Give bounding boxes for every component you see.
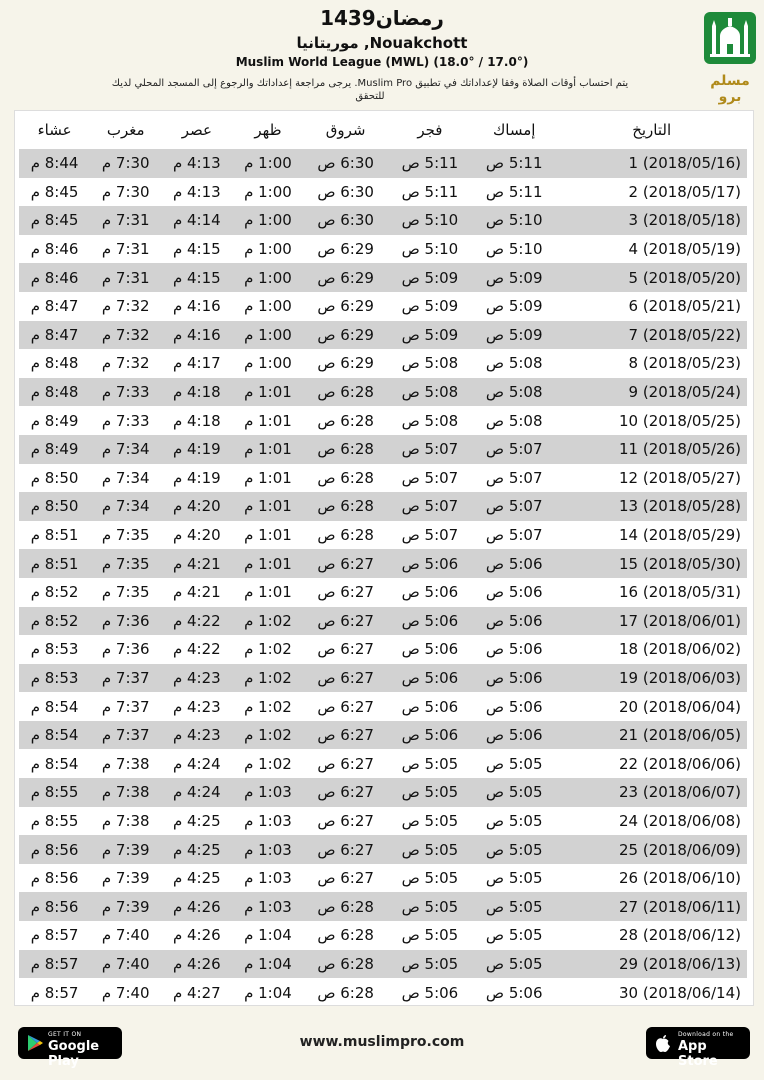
time-cell: 4:27 م: [172, 983, 221, 1002]
time-cell: 8:54 م: [30, 697, 79, 716]
time-cell: 4:17 م: [172, 354, 221, 373]
time-cell: 8:57 م: [19, 950, 90, 979]
time-cell: 5:05 ص: [401, 926, 459, 945]
time-cell: 5:05 ص: [485, 754, 543, 773]
time-cell: 5:06 ص: [485, 697, 543, 716]
column-header: فجر: [417, 121, 443, 139]
time-cell: 8:47 م: [30, 297, 79, 316]
column-header: عصر: [181, 121, 212, 139]
date-cell: 26 (2018/06/10): [618, 869, 741, 888]
table-row: [19, 807, 747, 836]
time-cell: 5:11 ص: [472, 149, 556, 178]
time-cell: 4:20 م: [161, 492, 232, 521]
time-cell: 4:21 م: [161, 549, 232, 578]
table-row: [19, 749, 747, 778]
date-cell: 27 (2018/06/11): [556, 892, 747, 921]
time-cell: 6:27 ص: [317, 811, 374, 830]
time-cell: 5:06 ص: [401, 583, 459, 602]
page-title: رمضان1439: [320, 6, 444, 30]
city-label: Nouakchott, موريتانيا: [296, 34, 468, 52]
time-cell: 5:08 ص: [485, 411, 543, 430]
time-cell: 6:28 ص: [304, 950, 388, 979]
time-cell: 1:00 م: [232, 263, 303, 292]
time-cell: 6:27 ص: [317, 640, 374, 659]
date-cell: 7 (2018/05/22): [556, 321, 747, 350]
time-cell: 5:08 ص: [472, 378, 556, 407]
column-header: ظهر: [254, 121, 282, 139]
time-cell: 8:56 م: [19, 835, 90, 864]
time-cell: 8:50 م: [19, 492, 90, 521]
time-cell: 7:36 م: [101, 640, 150, 659]
table-row: [19, 464, 747, 493]
time-cell: 8:51 م: [30, 526, 79, 545]
time-cell: 8:53 م: [19, 664, 90, 693]
time-cell: 4:25 م: [161, 835, 232, 864]
time-cell: 5:09 ص: [388, 263, 472, 292]
footer: [0, 1020, 764, 1080]
time-cell: 8:56 م: [19, 892, 90, 921]
time-cell: 5:06 ص: [388, 664, 472, 693]
time-cell: 5:10 ص: [401, 240, 459, 259]
time-cell: 6:28 ص: [317, 526, 374, 545]
table-row: [19, 664, 747, 693]
time-cell: 6:30 ص: [317, 182, 374, 201]
time-cell: 7:31 م: [101, 240, 150, 259]
time-cell: 5:08 ص: [485, 354, 543, 373]
table-header-row: [19, 111, 747, 149]
time-cell: 5:06 ص: [472, 549, 556, 578]
time-cell: 5:08 ص: [401, 411, 459, 430]
time-cell: 5:07 ص: [388, 435, 472, 464]
apple-badge-small: Download on the: [678, 1031, 734, 1038]
time-cell: 5:07 ص: [485, 468, 543, 487]
time-cell: 6:28 ص: [304, 892, 388, 921]
time-cell: 1:02 م: [244, 640, 292, 659]
date-cell: 17 (2018/06/01): [556, 607, 747, 636]
date-cell: 15 (2018/05/30): [556, 549, 747, 578]
time-cell: 8:44 م: [19, 149, 90, 178]
time-cell: 8:47 م: [19, 321, 90, 350]
prayer-times-table: [19, 111, 747, 1007]
time-cell: 7:38 م: [101, 811, 150, 830]
time-cell: 1:01 م: [244, 468, 292, 487]
date-cell: 10 (2018/05/25): [618, 411, 741, 430]
time-cell: 5:09 ص: [472, 263, 556, 292]
time-cell: 5:05 ص: [472, 892, 556, 921]
time-cell: 4:15 م: [161, 263, 232, 292]
date-cell: 29 (2018/06/13): [556, 950, 747, 979]
calculation-method: Muslim World League (MWL) (18.0° / 17.0°): [235, 55, 529, 69]
time-cell: 1:04 م: [244, 983, 292, 1002]
time-cell: 5:05 ص: [472, 778, 556, 807]
time-cell: 1:01 م: [244, 411, 292, 430]
time-cell: 7:39 م: [101, 869, 150, 888]
time-cell: 8:46 م: [30, 240, 79, 259]
time-cell: 4:26 م: [161, 892, 232, 921]
date-cell: 20 (2018/06/04): [618, 697, 741, 716]
table-row: [19, 178, 747, 207]
time-cell: 7:38 م: [101, 754, 150, 773]
time-cell: 4:16 م: [172, 297, 221, 316]
time-cell: 4:24 م: [161, 778, 232, 807]
time-cell: 7:32 م: [90, 321, 161, 350]
logo-text: مسلم برو: [710, 73, 750, 105]
time-cell: 7:31 م: [90, 206, 161, 235]
time-cell: 5:06 ص: [401, 697, 459, 716]
time-cell: 6:28 ص: [317, 983, 374, 1002]
time-cell: 7:37 م: [90, 664, 161, 693]
time-cell: 8:46 م: [19, 263, 90, 292]
table-row: [19, 235, 747, 264]
time-cell: 7:33 م: [101, 411, 150, 430]
time-cell: 1:00 م: [244, 297, 292, 316]
time-cell: 6:28 ص: [304, 492, 388, 521]
time-cell: 4:21 م: [172, 583, 221, 602]
time-cell: 1:02 م: [244, 754, 292, 773]
apple-badge-big: App Store: [678, 1039, 718, 1069]
time-cell: 6:29 ص: [304, 321, 388, 350]
time-cell: 6:28 ص: [304, 435, 388, 464]
table-row: [19, 349, 747, 378]
time-cell: 4:16 م: [161, 321, 232, 350]
header: [0, 0, 764, 110]
time-cell: 6:27 ص: [317, 697, 374, 716]
time-cell: 6:28 ص: [304, 378, 388, 407]
time-cell: 6:28 ص: [317, 411, 374, 430]
table-row: [19, 921, 747, 950]
time-cell: 1:02 م: [232, 607, 303, 636]
time-cell: 6:27 ص: [304, 664, 388, 693]
table-row: [19, 635, 747, 664]
table-row: [19, 835, 747, 864]
time-cell: 7:39 م: [90, 835, 161, 864]
time-cell: 5:05 ص: [401, 754, 459, 773]
time-cell: 7:36 م: [90, 607, 161, 636]
time-cell: 1:03 م: [244, 811, 292, 830]
time-cell: 1:01 م: [232, 492, 303, 521]
time-cell: 4:19 م: [161, 435, 232, 464]
date-cell: 21 (2018/06/05): [556, 721, 747, 750]
date-cell: 30 (2018/06/14): [618, 983, 741, 1002]
time-cell: 7:34 م: [90, 435, 161, 464]
time-cell: 5:09 ص: [401, 297, 459, 316]
time-cell: 6:29 ص: [317, 297, 374, 316]
table-row: [19, 206, 747, 235]
time-cell: 5:10 ص: [388, 206, 472, 235]
time-cell: 7:34 م: [90, 492, 161, 521]
time-cell: 7:30 م: [90, 149, 161, 178]
time-cell: 7:35 م: [101, 526, 150, 545]
date-cell: 6 (2018/05/21): [628, 297, 741, 316]
date-cell: 9 (2018/05/24): [556, 378, 747, 407]
time-cell: 5:11 ص: [485, 182, 543, 201]
column-header: عشاء: [37, 121, 72, 139]
disclaimer-note: يتم احتساب أوقات الصلاة وفقا لإعداداتك في تطبيق Muslim Pro. يرجى مراجعة إعداداتك والرجوع إلى المسجد المحلي لديك للتحقق: [111, 78, 629, 102]
time-cell: 7:40 م: [101, 983, 150, 1002]
time-cell: 5:05 ص: [388, 778, 472, 807]
app-store-badge[interactable]: [646, 1027, 750, 1069]
date-cell: 1 (2018/05/16): [556, 149, 747, 178]
table-row: [19, 607, 747, 636]
time-cell: 5:06 ص: [485, 583, 543, 602]
time-cell: 6:27 ص: [304, 778, 388, 807]
time-cell: 8:52 م: [30, 583, 79, 602]
time-cell: 7:37 م: [101, 697, 150, 716]
time-cell: 8:45 م: [30, 182, 79, 201]
table-row: [19, 406, 747, 435]
time-cell: 4:18 م: [172, 411, 221, 430]
time-cell: 1:03 م: [232, 892, 303, 921]
time-cell: 4:26 م: [172, 926, 221, 945]
column-header: إمساك: [492, 121, 536, 139]
time-cell: 5:06 ص: [401, 640, 459, 659]
time-cell: 1:04 م: [232, 950, 303, 979]
time-cell: 8:54 م: [30, 754, 79, 773]
prayer-times-panel: [14, 110, 754, 1006]
date-cell: 3 (2018/05/18): [556, 206, 747, 235]
time-cell: 5:08 ص: [401, 354, 459, 373]
date-cell: 25 (2018/06/09): [556, 835, 747, 864]
time-cell: 7:33 م: [90, 378, 161, 407]
time-cell: 8:55 م: [19, 778, 90, 807]
time-cell: 5:07 ص: [472, 435, 556, 464]
time-cell: 5:07 ص: [401, 526, 459, 545]
time-cell: 4:23 م: [161, 664, 232, 693]
time-cell: 5:05 ص: [388, 892, 472, 921]
time-cell: 4:22 م: [161, 607, 232, 636]
table-row: [19, 378, 747, 407]
time-cell: 5:07 ص: [401, 468, 459, 487]
time-cell: 7:35 م: [101, 583, 150, 602]
time-cell: 8:48 م: [30, 354, 79, 373]
time-cell: 5:09 ص: [388, 321, 472, 350]
time-cell: 4:23 م: [172, 697, 221, 716]
table-row: [19, 892, 747, 921]
time-cell: 1:03 م: [232, 835, 303, 864]
apple-icon: [653, 1033, 673, 1053]
time-cell: 8:49 م: [30, 411, 79, 430]
mosque-logo-icon: [704, 12, 756, 64]
time-cell: 5:06 ص: [472, 721, 556, 750]
time-cell: 1:02 م: [232, 664, 303, 693]
date-cell: 28 (2018/06/12): [618, 926, 741, 945]
time-cell: 7:30 م: [101, 182, 150, 201]
time-cell: 8:57 م: [30, 926, 79, 945]
date-cell: 23 (2018/06/07): [556, 778, 747, 807]
time-cell: 6:27 ص: [317, 869, 374, 888]
time-cell: 6:27 ص: [304, 721, 388, 750]
time-cell: 7:35 م: [90, 549, 161, 578]
time-cell: 4:19 م: [172, 468, 221, 487]
time-cell: 1:02 م: [244, 697, 292, 716]
time-cell: 5:05 ص: [485, 869, 543, 888]
time-cell: 5:09 ص: [485, 297, 543, 316]
time-cell: 5:05 ص: [401, 869, 459, 888]
time-cell: 1:04 م: [244, 926, 292, 945]
time-cell: 7:32 م: [101, 354, 150, 373]
time-cell: 4:24 م: [172, 754, 221, 773]
time-cell: 1:00 م: [232, 206, 303, 235]
time-cell: 5:05 ص: [485, 811, 543, 830]
time-cell: 6:27 ص: [304, 549, 388, 578]
time-cell: 5:06 ص: [388, 549, 472, 578]
time-cell: 5:11 ص: [401, 182, 459, 201]
time-cell: 1:03 م: [232, 778, 303, 807]
website-link[interactable]: www.muslimpro.com: [299, 1034, 465, 1050]
table-row: [19, 578, 747, 607]
time-cell: 4:13 م: [161, 149, 232, 178]
time-cell: 5:07 ص: [472, 492, 556, 521]
time-cell: 6:27 ص: [304, 835, 388, 864]
time-cell: 8:56 م: [30, 869, 79, 888]
time-cell: 4:13 م: [172, 182, 221, 201]
time-cell: 1:01 م: [232, 549, 303, 578]
time-cell: 4:26 م: [161, 950, 232, 979]
time-cell: 5:06 ص: [472, 607, 556, 636]
time-cell: 5:05 ص: [485, 926, 543, 945]
time-cell: 5:07 ص: [485, 526, 543, 545]
time-cell: 5:10 ص: [485, 240, 543, 259]
time-cell: 1:00 م: [232, 149, 303, 178]
time-cell: 6:27 ص: [304, 607, 388, 636]
time-cell: 5:06 ص: [485, 983, 543, 1002]
time-cell: 5:05 ص: [472, 835, 556, 864]
time-cell: 7:39 م: [90, 892, 161, 921]
time-cell: 8:51 م: [19, 549, 90, 578]
time-cell: 6:27 ص: [317, 754, 374, 773]
time-cell: 8:57 م: [30, 983, 79, 1002]
column-header: شروق: [325, 121, 366, 139]
time-cell: 8:48 م: [19, 378, 90, 407]
time-cell: 4:25 م: [172, 869, 221, 888]
time-cell: 7:32 م: [101, 297, 150, 316]
date-cell: 18 (2018/06/02): [618, 640, 741, 659]
table-row: [19, 521, 747, 550]
time-cell: 1:01 م: [244, 583, 292, 602]
time-cell: 5:07 ص: [388, 492, 472, 521]
time-cell: 1:01 م: [244, 526, 292, 545]
time-cell: 5:06 ص: [472, 664, 556, 693]
time-cell: 8:55 م: [30, 811, 79, 830]
time-cell: 7:31 م: [90, 263, 161, 292]
time-cell: 1:01 م: [232, 435, 303, 464]
date-cell: 5 (2018/05/20): [556, 263, 747, 292]
column-header: التاريخ: [632, 121, 672, 139]
time-cell: 7:38 م: [90, 778, 161, 807]
time-cell: 1:00 م: [232, 321, 303, 350]
table-row: [19, 950, 747, 979]
time-cell: 8:54 م: [19, 721, 90, 750]
table-row: [19, 778, 747, 807]
date-cell: 24 (2018/06/08): [618, 811, 741, 830]
time-cell: 6:30 ص: [304, 149, 388, 178]
time-cell: 8:52 م: [19, 607, 90, 636]
time-cell: 4:22 م: [172, 640, 221, 659]
time-cell: 7:40 م: [101, 926, 150, 945]
time-cell: 5:05 ص: [388, 950, 472, 979]
time-cell: 1:00 م: [244, 182, 292, 201]
time-cell: 8:45 م: [19, 206, 90, 235]
table-row: [19, 978, 747, 1007]
time-cell: 1:03 م: [244, 869, 292, 888]
time-cell: 4:25 م: [172, 811, 221, 830]
table-row: [19, 292, 747, 321]
date-cell: 4 (2018/05/19): [628, 240, 741, 259]
time-cell: 4:15 م: [172, 240, 221, 259]
time-cell: 5:11 ص: [388, 149, 472, 178]
time-cell: 6:28 ص: [317, 926, 374, 945]
time-cell: 5:09 ص: [472, 321, 556, 350]
table-row: [19, 492, 747, 521]
table-row: [19, 263, 747, 292]
time-cell: 8:50 م: [30, 468, 79, 487]
date-cell: 14 (2018/05/29): [618, 526, 741, 545]
time-cell: 7:40 م: [90, 950, 161, 979]
google-badge-small: GET IT ON: [48, 1031, 82, 1038]
time-cell: 1:00 م: [244, 354, 292, 373]
date-cell: 11 (2018/05/26): [556, 435, 747, 464]
date-cell: 12 (2018/05/27): [618, 468, 741, 487]
table-row: [19, 321, 747, 350]
date-cell: 22 (2018/06/06): [618, 754, 741, 773]
time-cell: 8:53 م: [30, 640, 79, 659]
time-cell: 7:37 م: [90, 721, 161, 750]
time-cell: 5:08 ص: [388, 378, 472, 407]
time-cell: 4:20 م: [172, 526, 221, 545]
time-cell: 6:30 ص: [304, 206, 388, 235]
time-cell: 5:05 ص: [472, 950, 556, 979]
time-cell: 5:05 ص: [388, 835, 472, 864]
table-row: [19, 435, 747, 464]
date-cell: 19 (2018/06/03): [556, 664, 747, 693]
date-cell: 13 (2018/05/28): [556, 492, 747, 521]
time-cell: 5:05 ص: [401, 811, 459, 830]
time-cell: 1:02 م: [232, 721, 303, 750]
table-row: [19, 549, 747, 578]
date-cell: 8 (2018/05/23): [628, 354, 741, 373]
time-cell: 5:06 ص: [388, 721, 472, 750]
table-row: [19, 692, 747, 721]
time-cell: 5:06 ص: [401, 983, 459, 1002]
time-cell: 5:10 ص: [472, 206, 556, 235]
time-cell: 1:01 م: [232, 378, 303, 407]
time-cell: 6:27 ص: [317, 583, 374, 602]
time-cell: 5:06 ص: [388, 607, 472, 636]
table-row: [19, 721, 747, 750]
time-cell: 4:14 م: [161, 206, 232, 235]
date-cell: 2 (2018/05/17): [628, 182, 741, 201]
table-row: [19, 864, 747, 893]
time-cell: 4:23 م: [161, 721, 232, 750]
date-cell: 16 (2018/05/31): [618, 583, 741, 602]
column-header: مغرب: [106, 121, 145, 139]
table-row: [19, 149, 747, 178]
time-cell: 6:29 ص: [317, 240, 374, 259]
time-cell: 7:34 م: [101, 468, 150, 487]
time-cell: 1:00 م: [244, 240, 292, 259]
time-cell: 6:29 ص: [317, 354, 374, 373]
time-cell: 6:29 ص: [304, 263, 388, 292]
time-cell: 8:49 م: [19, 435, 90, 464]
time-cell: 6:28 ص: [317, 468, 374, 487]
time-cell: 5:06 ص: [485, 640, 543, 659]
time-cell: 4:18 م: [161, 378, 232, 407]
google-badge-big: Google Play: [48, 1039, 100, 1069]
